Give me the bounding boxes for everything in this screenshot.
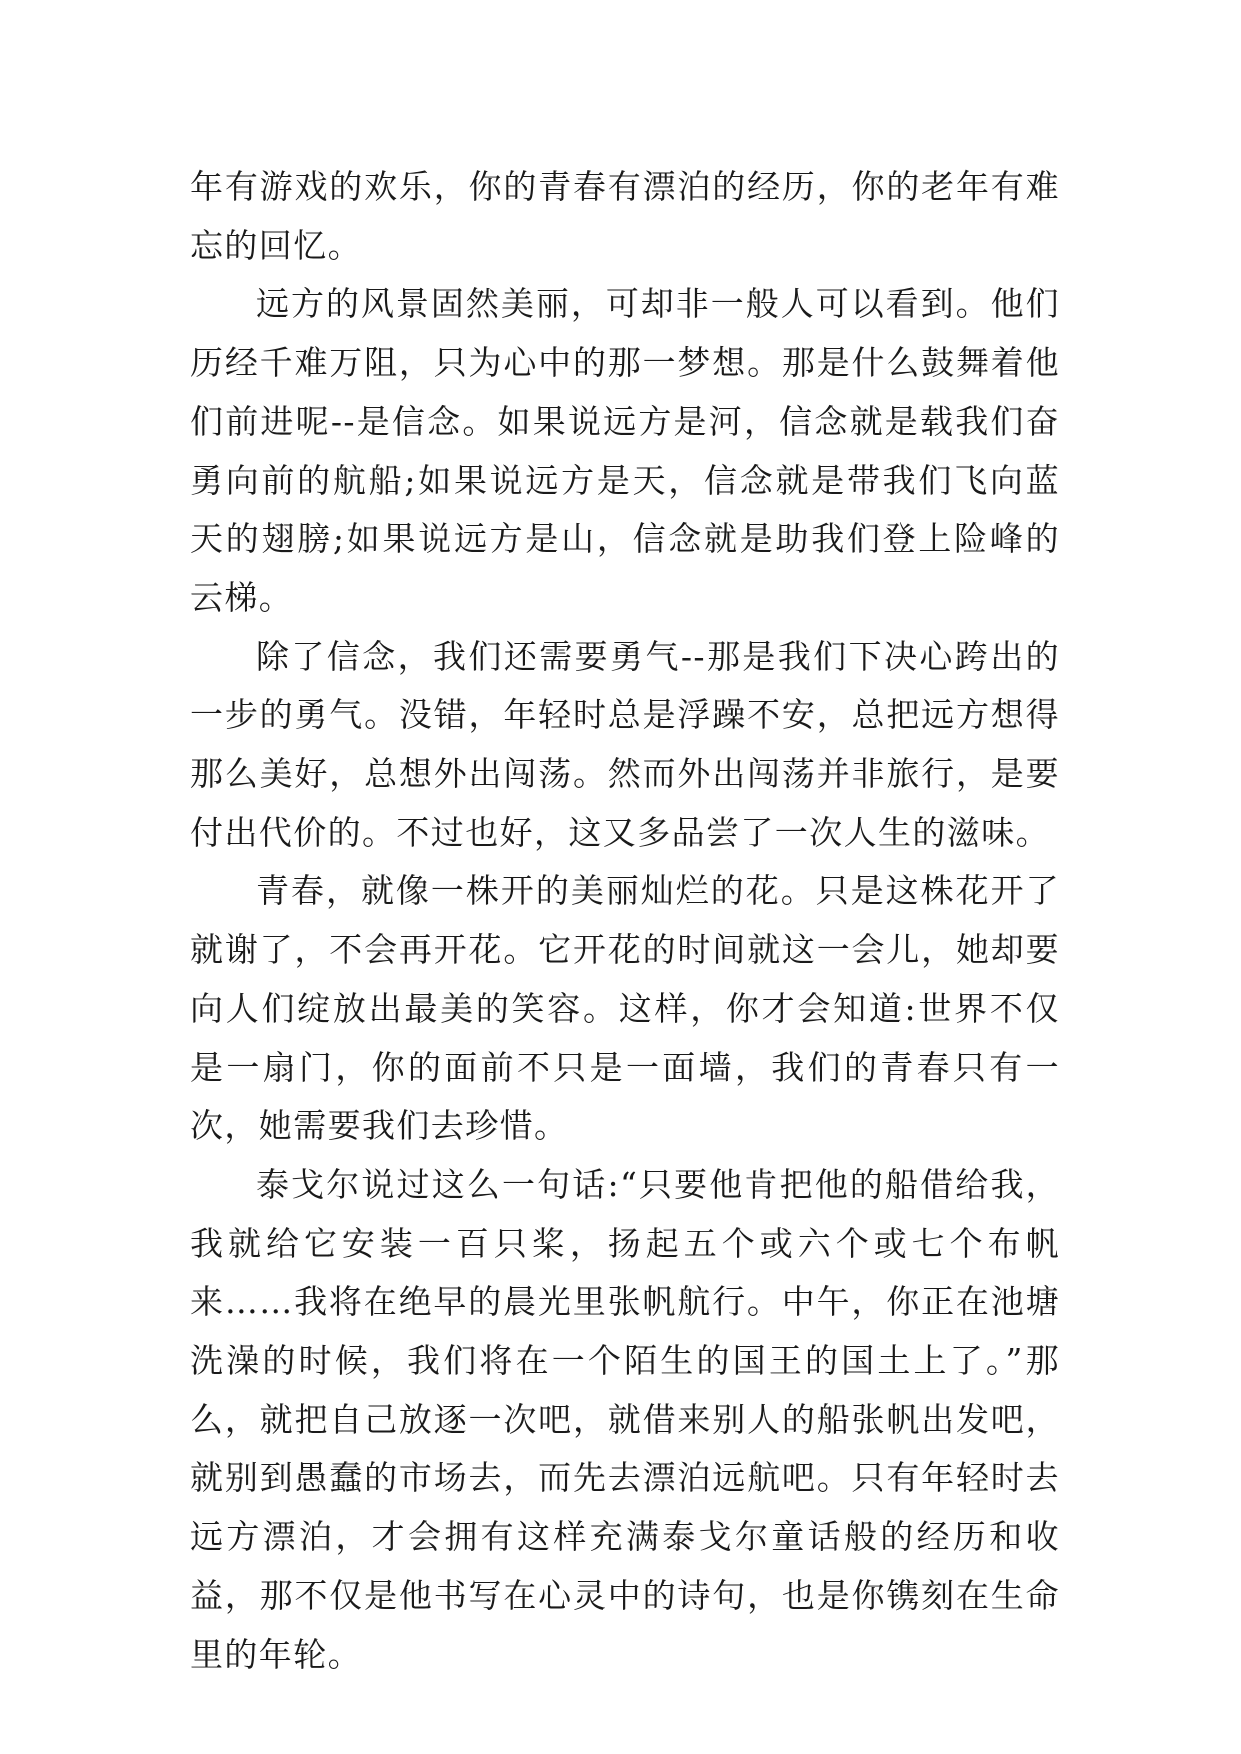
paragraph-2: 远方的风景固然美丽，可却非一般人可以看到。他们历经千难万阻，只为心中的那一梦想。那是什么鼓舞着他们前进呢--是信念。如果说远方是河，信念就是载我们奋勇向前的航船;如果说远方是天，信念就是带我们飞向蓝天的翅膀;如果说远方是山，信念就是助我们登上险峰的云梯。 [190,284,1060,617]
paragraph-3: 除了信念，我们还需要勇气--那是我们下决心跨出的一步的勇气。没错，年轻时总是浮躁不安，总把远方想得那么美好，总想外出闯荡。然而外出闯荡并非旅行，是要付出代价的。不过也好，这又多品尝了一次人生的滋味。 [190,636,1060,852]
paragraph-1: 年有游戏的欢乐，你的青春有漂泊的经历，你的老年有难忘的回忆。 [190,167,1060,265]
body-text [190,158,1060,1684]
paragraph-4: 青春，就像一株开的美丽灿烂的花。只是这株花开了就谢了，不会再开花。它开花的时间就这一会儿，她却要向人们绽放出最美的笑容。这样，你才会知道:世界不仅是一扇门，你的面前不只是一面墙，我们的青春只有一次，她需要我们去珍惜。 [190,871,1060,1146]
paragraph-5: 泰戈尔说过这么一句话:“只要他肯把他的船借给我，我就给它安装一百只桨，扬起五个或六个或七个布帆来……我将在绝早的晨光里张帆航行。中午，你正在池塘洗澡的时候，我们将在一个陌生的国王的国土上了。”那么，就把自己放逐一次吧，就借来别人的船张帆出发吧，就别到愚蠢的市场去，而先去漂泊远航吧。只有年轻时去远方漂泊，才会拥有这样充满泰戈尔童话般的经历和收益，那不仅是他书写在心灵中的诗句，也是你镌刻在生命里的年轮。 [190,1164,1060,1674]
